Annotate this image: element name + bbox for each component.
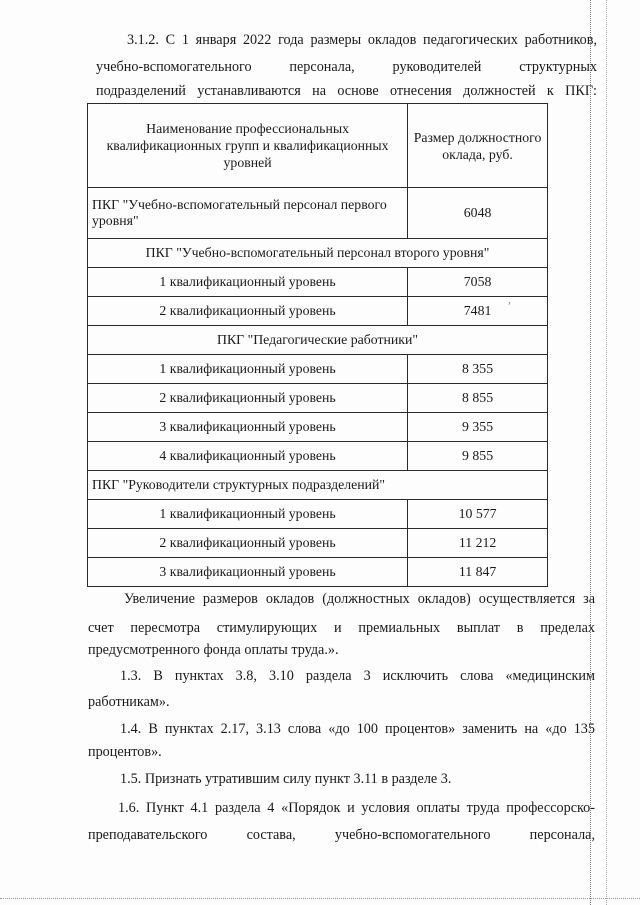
pkg1-value: 6048 xyxy=(408,188,548,239)
pkg2-value-2: 7481 xyxy=(408,297,548,326)
table-row xyxy=(88,442,548,471)
pkg3-level-3: 3 квалификационный уровень xyxy=(88,413,408,442)
pkg3-level-1: 1 квалификационный уровень xyxy=(88,355,408,384)
salary-table xyxy=(87,103,548,587)
item-1-6-line-2: преподавательского состава, учебно-вспомогательного персонала, xyxy=(88,827,595,843)
table-row xyxy=(88,297,548,326)
table-row xyxy=(88,188,548,239)
pkg3-title: ПКГ "Педагогические работники" xyxy=(88,326,548,355)
intro-line-1: 3.1.2. С 1 января 2022 года размеры окладов педагогических работников, xyxy=(127,32,597,48)
pkg4-level-1: 1 квалификационный уровень xyxy=(88,500,408,529)
item-1-4-line-2: процентов». xyxy=(88,744,162,760)
pkg3-value-1: 8 355 xyxy=(408,355,548,384)
table-row xyxy=(88,529,548,558)
scan-edge-line xyxy=(590,0,591,905)
table-row xyxy=(88,413,548,442)
pkg4-title: ПКГ "Руководители структурных подразделений" xyxy=(88,471,548,500)
pkg3-value-2: 8 855 xyxy=(408,384,548,413)
table-row xyxy=(88,558,548,587)
item-1-3-line-1: 1.3. В пунктах 3.8, 3.10 раздела 3 исключить слова «медицинским xyxy=(120,668,595,684)
pkg2-level-1: 1 квалификационный уровень xyxy=(88,268,408,297)
intro-line-2: учебно-вспомогательного персонала, руководителей структурных xyxy=(96,59,597,75)
pkg4-level-3: 3 квалификационный уровень xyxy=(88,558,408,587)
item-1-5: 1.5. Признать утратившим силу пункт 3.11 в разделе 3. xyxy=(120,771,452,787)
pkg3-level-2: 2 квалификационный уровень xyxy=(88,384,408,413)
header-col-name: Наименование профессиональных квалификационных групп и квалификационных уровней xyxy=(88,104,408,188)
pkg3-value-4: 9 855 xyxy=(408,442,548,471)
pkg4-value-3: 11 847 xyxy=(408,558,548,587)
item-1-3-line-2: работникам». xyxy=(88,694,170,710)
header-col-salary: Размер должностного оклада, руб. xyxy=(408,104,548,188)
tail-line-1: Увеличение размеров окладов (должностных окладов) осуществляется за xyxy=(124,591,595,607)
tail-line-2: счет пересмотра стимулирующих и премиальных выплат в пределах xyxy=(88,620,595,636)
table-row xyxy=(88,355,548,384)
group-title-row xyxy=(88,471,548,500)
scan-bottom-line xyxy=(0,898,640,899)
pkg3-level-4: 4 квалификационный уровень xyxy=(88,442,408,471)
intro-line-3: подразделений устанавливаются на основе отнесения должностей к ПКГ: xyxy=(96,83,597,99)
pkg4-value-2: 11 212 xyxy=(408,529,548,558)
pkg2-value-1: 7058 xyxy=(408,268,548,297)
table-row xyxy=(88,384,548,413)
pkg3-value-3: 9 355 xyxy=(408,413,548,442)
pkg2-level-2: 2 квалификационный уровень xyxy=(88,297,408,326)
pkg4-level-2: 2 квалификационный уровень xyxy=(88,529,408,558)
table-row xyxy=(88,500,548,529)
item-1-4-line-1: 1.4. В пунктах 2.17, 3.13 слова «до 100 процентов» заменить на «до 135 xyxy=(120,721,595,737)
group-title-row xyxy=(88,326,548,355)
item-1-6-line-1: 1.6. Пункт 4.1 раздела 4 «Порядок и условия оплаты труда профессорско- xyxy=(118,800,595,816)
tail-line-3: предусмотренного фонда оплаты труда.». xyxy=(88,642,339,658)
group-title-row xyxy=(88,239,548,268)
table-row xyxy=(88,268,548,297)
table-header-row xyxy=(88,104,548,188)
pkg4-value-1: 10 577 xyxy=(408,500,548,529)
scan-edge-line-outer xyxy=(606,0,607,905)
stray-mark: , xyxy=(508,292,511,306)
pkg2-title: ПКГ "Учебно-вспомогательный персонал второго уровня" xyxy=(88,239,548,268)
pkg1-name: ПКГ "Учебно-вспомогательный персонал первого уровня" xyxy=(88,188,408,239)
